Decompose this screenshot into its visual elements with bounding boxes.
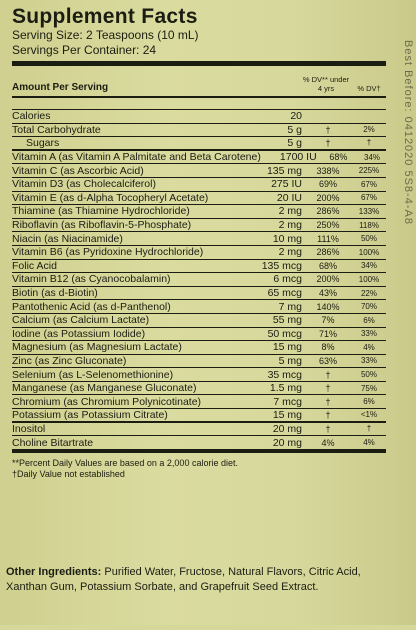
nutrient-amount: 7 mg [278,300,302,313]
nutrient-amount: 2 mg [278,246,302,259]
table-row [12,355,386,369]
dv-over4-value: 133% [358,206,380,216]
nutrient-amount: 135 mcg [261,259,302,272]
nutrient-amount: 2 mg [278,205,302,218]
nutrient-name: Selenium (as L-Selenomethionine) [12,368,174,381]
dv-over4-value: 4% [363,342,375,352]
nutrient-amount: 2 mg [278,219,302,232]
other-ingredients [6,565,404,595]
nutrient-name: Choline Bitartrate [12,436,94,449]
dv-under4-value: 71% [318,328,337,339]
nutrient-amount: 35 mcg [267,368,302,381]
nutrient-amount: 5 mg [278,354,302,367]
dv-over4-value: 22% [360,288,377,298]
other-ingredients-label: Other Ingredients: [6,566,102,578]
nutrient-name: Calories [12,110,51,123]
nutrient-name: Vitamin B6 (as Pyridoxine Hydrochloride) [12,246,204,259]
table-row [12,341,386,355]
side-lot-text [400,40,414,630]
table-header [12,66,386,98]
nutrient-amount: 50 mcg [267,327,302,340]
dv-over4-value: 6% [363,315,375,325]
nutrient-name: Pantothenic Acid (as d-Panthenol) [12,300,171,313]
table-row [12,409,386,423]
nutrient-name: Total Carbohydrate [12,123,101,136]
footnote-not-established: †Daily Value not established [12,468,125,479]
dv-over4-value: 2% [363,125,375,135]
dv-over4-value: 34% [364,152,381,162]
nutrient-amount: 20 mg [272,436,302,449]
other-ingredients-text: Purified Water, Fructose, Natural Flavors, Citric Acid, Xanthan Gum, Potassium Sorbate, and Grapefruit Seed Extract. [6,566,361,593]
table-row [12,273,386,287]
table-row [12,164,386,178]
table-row [12,192,386,206]
dv-over4-value: 67% [360,193,377,203]
table-row [12,382,386,396]
nutrient-amount: 7 mcg [273,395,302,408]
dv-over4-value: 70% [360,302,377,312]
nutrient-amount: 275 IU [271,178,302,191]
nutrient-name: Magnesium (as Magnesium Lactate) [12,341,182,354]
nutrient-name: Iodine (as Potassium Iodide) [12,327,146,340]
dv-over4-value: <1% [360,410,378,420]
table-row [12,395,386,409]
nutrient-amount: 15 mg [272,341,302,354]
dv-under4-value: 140% [316,301,340,312]
dv-under4-value: † [325,396,331,407]
panel-title: Supplement Facts [12,5,198,28]
nutrient-amount: 1.5 mg [269,382,302,395]
dv-under4-value: † [325,423,331,434]
dv-under4-value: † [325,124,331,135]
dv-under4-value: † [325,137,331,148]
nutrient-name: Vitamin D3 (as Cholecalciferol) [12,178,156,191]
nutrient-name: Vitamin C (as Ascorbic Acid) [12,164,144,177]
nutrient-amount: 6 mcg [273,273,302,286]
dv-under4-value: 111% [317,233,339,244]
table-row [12,151,386,165]
table-row [12,98,386,110]
table-row [12,287,386,301]
nutrient-amount: 5 g [287,123,302,136]
nutrient-name: Thiamine (as Thiamine Hydrochloride) [12,205,190,218]
table-row [12,137,386,151]
dv-over4-value: 100% [358,247,380,257]
dv-over4-value: 225% [358,166,380,176]
dv-under4-value: 7% [321,315,335,326]
nutrient-name: Niacin (as Niacinamide) [12,232,123,245]
nutrient-name: Inositol [12,422,46,435]
dv-under4-value: 69% [318,179,337,190]
supplement-facts-panel [6,6,392,554]
serving-size: Serving Size: 2 Teaspoons (10 mL) [12,28,199,42]
dv-over4-value: 75% [360,383,377,393]
table-row [12,178,386,192]
dv-over4-value: 4% [363,438,375,448]
amount-per-serving-header: Amount Per Serving [12,82,109,93]
dv-under4-value: 8% [321,342,335,353]
table-row [12,300,386,314]
nutrient-amount: 55 mg [272,314,302,327]
dv-over4-value: 50% [360,234,377,244]
dv-under4-value: 4% [321,437,335,448]
nutrient-amount: 5 g [287,136,302,149]
dv-over4-value: † [366,138,372,148]
dv-under4-value: 250% [316,220,340,231]
dv-over4-value: 33% [360,329,377,339]
nutrient-amount: 135 mg [266,164,302,177]
table-row [12,219,386,233]
dv-under4-value: † [325,369,331,380]
table-row [12,314,386,328]
table-row [12,232,386,246]
table-row [12,246,386,260]
table-row [12,436,386,450]
nutrient-name: Zinc (as Zinc Gluconate) [12,354,127,367]
nutrient-amount: 1700 IU [279,151,317,164]
dv-under4-value: 286% [316,206,340,217]
dv-over4-value: 6% [363,397,375,407]
nutrient-name: Folic Acid [12,259,57,272]
servings-per-container: Servings Per Container: 24 [12,43,157,57]
dv-over4-value: 33% [360,356,377,366]
dv-under4-value: 68% [329,152,348,163]
table-row [12,124,386,138]
dv-under4-value: † [325,383,331,394]
nutrient-name: Potassium (as Potassium Citrate) [12,408,168,421]
nutrient-name: Chromium (as Chromium Polynicotinate) [12,395,202,408]
nutrient-name: Vitamin B12 (as Cyanocobalamin) [12,273,171,286]
dv-over4-value: 50% [360,370,377,380]
table-row [12,205,386,219]
dv-over4-value: † [366,424,372,434]
dv-under4-value: 63% [318,355,337,366]
table-row [12,423,386,437]
dv-under4-value: 338% [316,165,340,176]
nutrient-amount: 15 mg [272,408,302,421]
nutrient-name: Riboflavin (as Riboflavin-5-Phosphate) [12,219,192,232]
dv-under4-value: 200% [316,192,340,203]
nutrient-table [12,98,386,450]
nutrient-amount: 20 [290,110,302,123]
dv-over4-value: 34% [360,261,377,271]
table-row [12,260,386,274]
dv-under4-value: 286% [316,247,340,258]
nutrient-amount: 20 IU [276,191,302,204]
nutrient-name: Manganese (as Manganese Gluconate) [12,382,197,395]
nutrient-name: Vitamin E (as d-Alpha Tocopheryl Acetate) [12,191,209,204]
dv-over4-header: % DV† [357,84,381,93]
dv-over4-value: 118% [359,220,379,230]
nutrient-name: Vitamin A (as Vitamin A Palmitate and Beta Carotene) [12,151,261,164]
dv-under4-value: 68% [318,260,337,271]
dv-under4-value: † [325,409,331,420]
table-row [12,110,386,124]
nutrient-name: Biotin (as d-Biotin) [12,287,98,300]
footnote-dv: **Percent Daily Values are based on a 2,000 calorie diet. [12,457,238,468]
nutrient-amount: 20 mg [272,422,302,435]
table-row [12,368,386,382]
nutrient-name: Calcium (as Calcium Lactate) [12,314,150,327]
table-row [12,328,386,342]
dv-under4-value: 43% [318,288,337,299]
nutrient-amount: 10 mg [272,232,302,245]
dv-under4-value: 200% [316,274,340,285]
dv-over4-value: 100% [358,274,380,284]
nutrient-name: Sugars [26,136,60,149]
dv-under4-header: % DV** under 4 yrs [302,75,350,93]
dv-over4-value: 67% [360,179,377,189]
side-lot-label: Best Before: 0412020 5S8-4-A8 [402,40,414,225]
nutrient-amount: 65 mcg [267,287,302,300]
footnotes [12,450,386,480]
